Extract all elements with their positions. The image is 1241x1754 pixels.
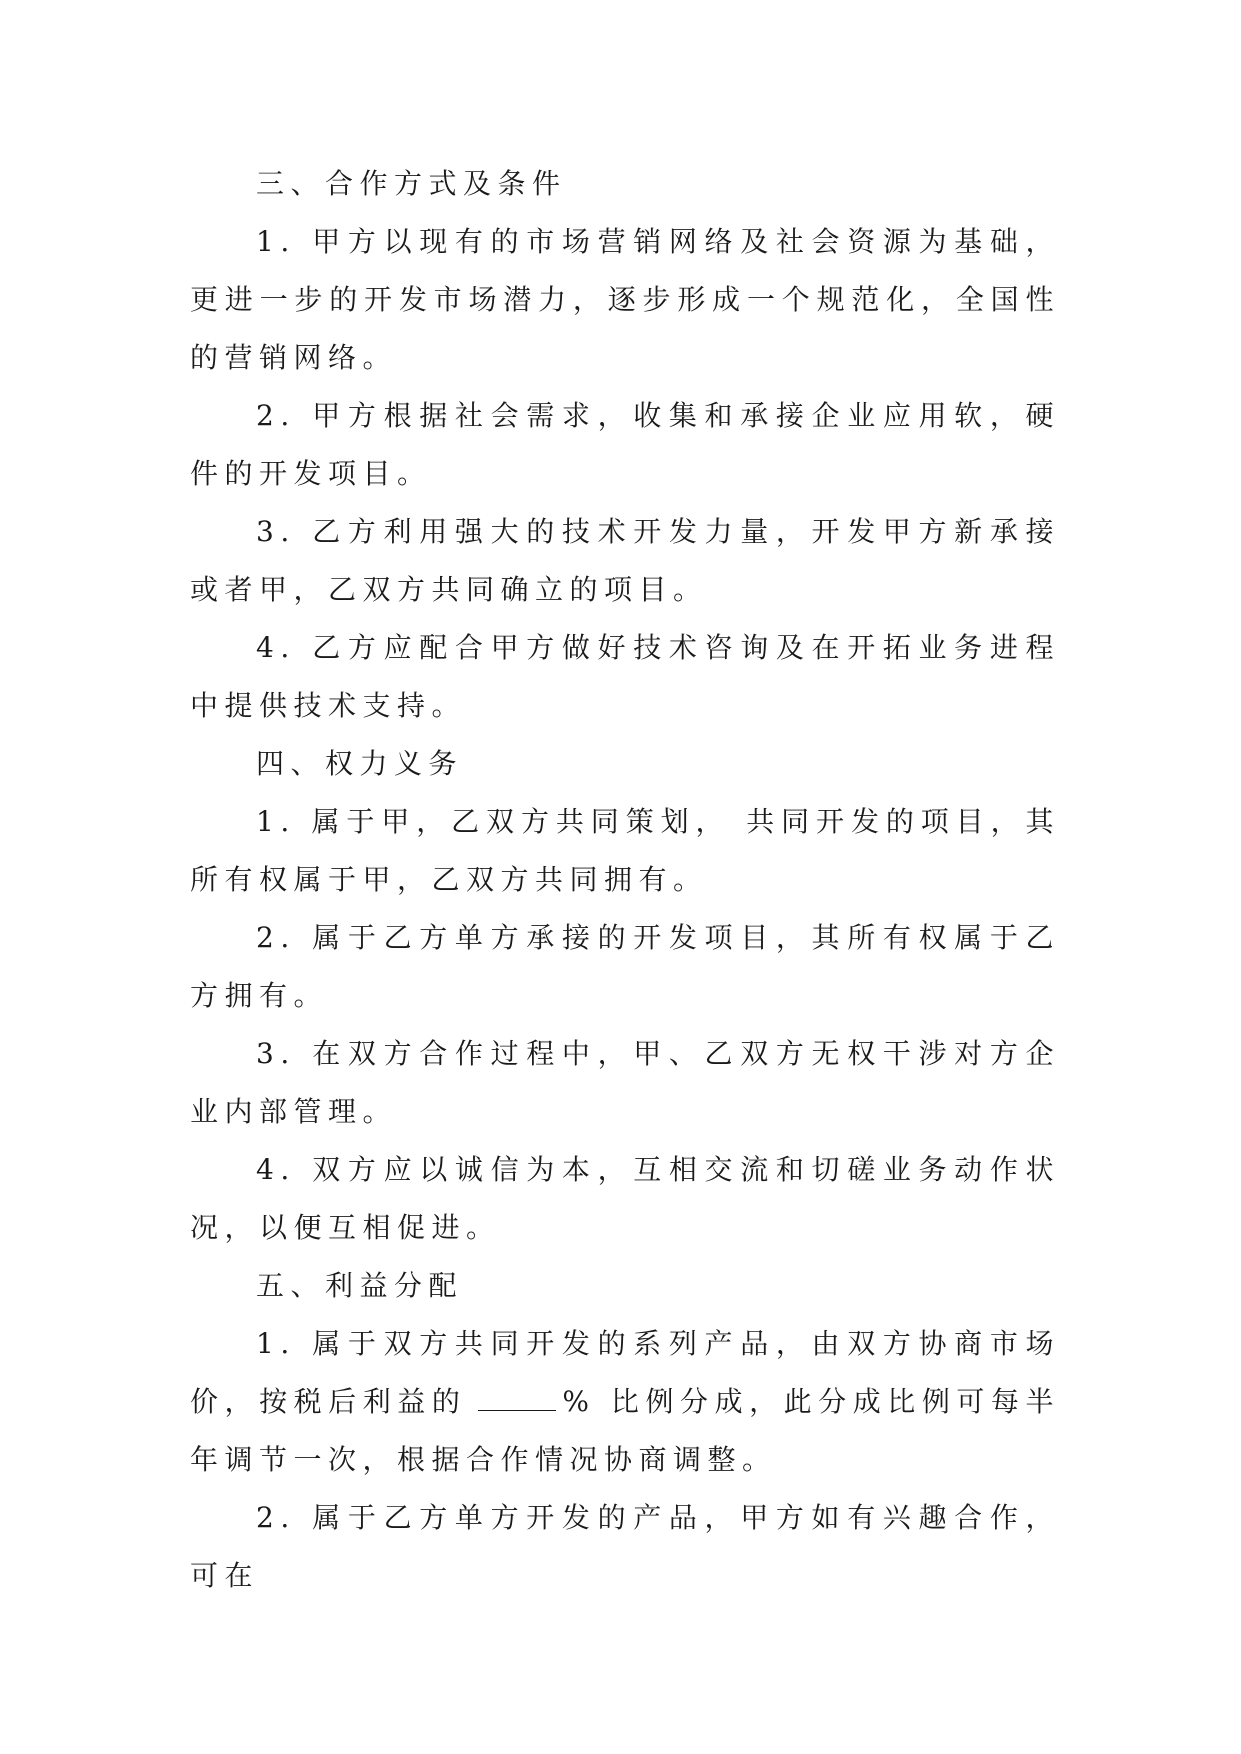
paragraph: 2. 属于乙方单方开发的产品，甲方如有兴趣合作，可在 [190, 1501, 1060, 1592]
paragraph: 2. 甲方根据社会需求，收集和承接企业应用软，硬件的开发项目。 [190, 399, 1060, 490]
paragraph-text: 1. 属于双方共同开发的系列产品，由双方协商市场价， [190, 1327, 1060, 1418]
paragraph: 3. 在双方合作过程中，甲、乙双方无权干涉对方企业内部管理。 [190, 1037, 1060, 1128]
paragraph: 2. 属于乙方单方承接的开发项目，其所有权属于乙方拥有。 [190, 921, 1060, 1012]
paragraph: 4. 双方应以诚信为本，互相交流和切磋业务动作状况，以便互相促进。 [190, 1153, 1060, 1244]
section-heading: 四、权力义务 [256, 747, 464, 780]
paragraph: 1. 属于甲，乙双方共同策划， 共同开发的项目，其所有权属于甲，乙双方共同拥有。 [190, 805, 1060, 896]
profit-clause-suffix: % 比例分成，此分成比例可每半年调节一次，根据合作情况协商调整。 [190, 1385, 1060, 1476]
profit-clause-prefix: 按税后利益的 [259, 1385, 467, 1418]
section-heading: 三、合作方式及条件 [256, 167, 567, 200]
section-heading: 五、利益分配 [256, 1269, 464, 1302]
paragraph: 1. 甲方以现有的市场营销网络及社会资源为基础，更进一步的开发市场潜力，逐步形成一个规范化，全国性的营销网络。 [190, 225, 1060, 374]
profit-share-paragraph [190, 1315, 1060, 1489]
paragraph: 3. 乙方利用强大的技术开发力量，开发甲方新承接或者甲，乙双方共同确立的项目。 [190, 515, 1060, 606]
percentage-blank [478, 1388, 556, 1411]
paragraph: 4. 乙方应配合甲方做好技术咨询及在开拓业务进程中提供技术支持。 [190, 631, 1060, 722]
document-body [190, 155, 1060, 1605]
